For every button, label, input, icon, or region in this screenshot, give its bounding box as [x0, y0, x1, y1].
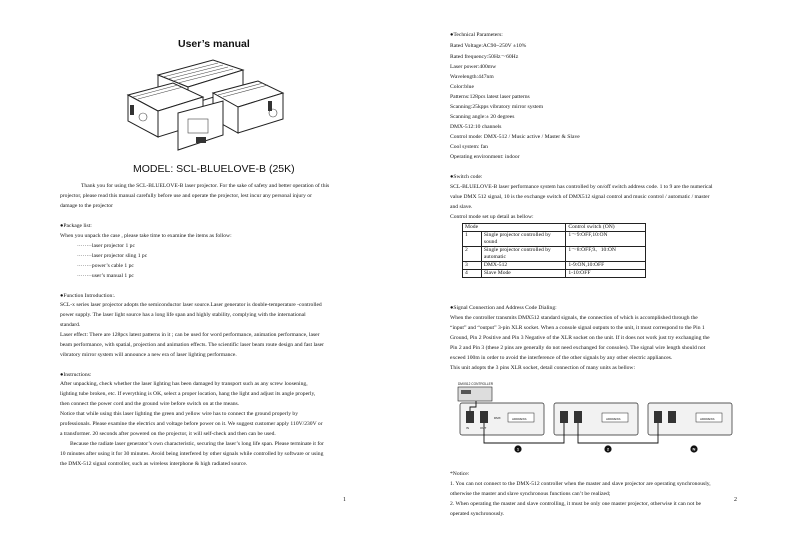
instructions-line: Notice that while using this laser lighting the green and yellow wire has to connect the ground properly by [60, 411, 298, 417]
xlr-socket-icon [480, 411, 488, 423]
table-cell: 2 [463, 247, 482, 262]
signal-line: Ground, Pin 2 Positive and Pin 3 Negative of the XLR socket on the unit. If it does not work just try exchanging the [450, 335, 710, 341]
controller-display [461, 390, 471, 394]
table-cell: 1-10:OFF [566, 270, 646, 278]
projector-illustration [118, 55, 288, 155]
package-item: ········user’s manual 1 pc [77, 273, 134, 279]
table-cell: Single projector controlled by sound [481, 232, 565, 247]
package-lead: When you unpack the case , please take time to examine the items as follow: [60, 233, 232, 239]
spec-line: Patterns:128pcs latest laser patterns [450, 94, 530, 100]
diagram-label: IN [466, 426, 469, 430]
diagram-label: ADDRESS [512, 417, 527, 421]
switch-line: SCL-BLUELOVE-B laser performance system has controlled by on/off switch address code. 1 to 9 are the numerical [450, 184, 713, 190]
page-number: 1 [343, 497, 346, 503]
notice-line: 1. You can not connect to the DMX-512 controller when the master and slave projector are operating synchronously, [450, 481, 711, 487]
table-cell: 4 [463, 270, 482, 278]
dmx-connection-diagram [456, 377, 736, 467]
diagram-label: OUT [480, 426, 487, 430]
table-cell: DMX-512 [481, 262, 565, 270]
table-cell: Single projector controlled by automatic [481, 247, 565, 262]
xlr-socket-icon [560, 411, 568, 423]
instructions-line: a transformer. 20 seconds after powered on the projector, it will self-check and then can be used. [60, 431, 276, 437]
model-heading: MODEL: SCL-BLUELOVE-B (25K) [133, 163, 295, 175]
instructions-line: then connect the power cord and the ground wire before switch on at the means. [60, 401, 240, 407]
spec-line: Rated frequency:50Hz～60Hz [450, 54, 519, 60]
diagram-label: ADDRESS [606, 417, 621, 421]
signal-line: This unit adopts the 3 pins XLR socket, detail connection of many units as bellow: [450, 365, 636, 371]
notice-line: 2. When operating the master and slave controlling, it must be only one master projector, otherwise it can not be [450, 501, 702, 507]
spec-line: Operating environment: indoor [450, 154, 520, 160]
spec-line: DMX-512:10 channels [450, 124, 502, 130]
notice-line: operated synchronously. [450, 511, 505, 517]
mode-table [462, 223, 646, 278]
page-number: 2 [734, 497, 737, 503]
switch-line: Control mode set up detail as bellow: [450, 214, 534, 220]
spec-line: Color:blue [450, 84, 474, 90]
switch-line: value DMX 512 signal, 10 is the exchange switch of DMX512 signal control and music control / automatic / master [450, 194, 710, 200]
switch-line: and slave. [450, 204, 473, 210]
function-heading: ●Function Introduction:. [60, 293, 116, 299]
spec-line: Cool system: fan [450, 144, 488, 150]
table-row [463, 247, 646, 262]
package-item: ········laser projector sling 1 pc [77, 253, 148, 259]
spec-line: Scanning:25kpps vibratory mirror system [450, 104, 544, 110]
function-line: Laser effect: There are 128pcs latest patterns in it ; can be used for word performance, animation performance, laser [60, 332, 320, 338]
package-item: ········laser projector 1 pc [77, 243, 135, 249]
table-row [463, 270, 646, 278]
diagram-label: DMX [494, 416, 501, 420]
instructions-line: After unpacking, check whether the laser lighting has been damaged by transport such as any screw loosening, [60, 381, 308, 387]
table-header: Mode [463, 224, 566, 232]
specs-heading: ●Technical Parameters: [450, 32, 503, 38]
spec-line: Laser power:400mw [450, 64, 497, 70]
signal-line: Pin 2 and Pin 3 (these 2 pins are generally do not need exchanged for consoles). The signal wire length should not [450, 345, 706, 351]
instructions-line: the DMX-512 signal controller, such as wireless interphone & high radiated source. [60, 461, 248, 467]
signal-heading: ●Signal Connection and Address Code Dialing: [450, 305, 557, 311]
intro-line: projector, please read this manual carefully before use and operate the projector, lest incur any personal injury or [60, 193, 312, 199]
step-mark-label: 2 [606, 446, 610, 452]
manual-title: User’s manual [178, 38, 250, 50]
switch-heading: ●Switch code: [450, 174, 483, 180]
xlr-socket-icon [654, 411, 662, 423]
signal-line: When the controller transmits DMX512 standard signals, the connection of which is accomplished through the [450, 315, 698, 321]
instructions-line: 10 minutes after using it for 30 minutes. Avoid being interfered by other signals while controlled by software or using [60, 451, 324, 457]
table-header-row [463, 224, 646, 232]
instructions-line: professionals. Please examine the electrics and voltage before power on it. We suggest customer apply 110V/230V or [60, 421, 323, 427]
table-cell: 1 [463, 232, 482, 247]
step-mark-label: 1 [516, 446, 520, 452]
page-right [404, 0, 808, 539]
table-row [463, 262, 646, 270]
notice-line: otherwise the master and slave synchronous functions can’t be realized; [450, 491, 611, 497]
table-cell: 1-9:ON,10:OFF [566, 262, 646, 270]
diagram-label: DMX512 CONTROLLER [458, 382, 494, 386]
step-mark-label: N [692, 446, 696, 452]
notice-heading: *Notice: [450, 471, 470, 477]
signal-line: “input” and “output” 3-pin XLR socket. When a console signal outputs to the unit, it must correspond to the Pin 1 [450, 325, 705, 331]
table-cell: 3 [463, 262, 482, 270]
xlr-socket-icon [668, 411, 676, 423]
spec-line: Scanning angle:± 20 degrees [450, 114, 515, 120]
table-cell: 1～8:OFF,9、10:ON [566, 247, 646, 262]
package-heading: ●Package list: [60, 223, 92, 229]
table-cell: Slave Mode [481, 270, 565, 278]
instructions-heading: ●Instructions: [60, 372, 92, 378]
function-line: power supply. The laser light source has a long life span and highly stability, complying with the international [60, 312, 306, 318]
intro-line: damage to the projector [60, 203, 113, 209]
package-item: ········power’s cable 1 pc [77, 263, 134, 269]
function-line: SCL-x series laser projector adopts the semiconductor laser source.Laser generator is double-temperature -controlled [60, 302, 322, 308]
diagram-label: ADDRESS [700, 417, 715, 421]
spec-line: Control mode: DMX-512 / Music active / Master & Slave [450, 134, 580, 140]
table-cell: 1～9:OFF,10:ON [566, 232, 646, 247]
intro-line: Thank you for using the SCL-BLUELOVE-B laser projector. For the sake of safety and better operation of this [81, 183, 330, 189]
instructions-line: lighting tube broken, etc. If everything is OK, select a proper location, hang the light and adjust its angle properly, [60, 391, 316, 397]
xlr-socket-icon [466, 411, 474, 423]
function-line: beam performance, with spatial, projection and animation effects. The scientific laser beam route design and fast laser [60, 342, 324, 348]
instructions-line: Because the radiate laser generator’s own characteristic, securing the laser’s long life span. Please terminate it for [70, 441, 324, 447]
table-header: Control switch (ON) [566, 224, 646, 232]
function-line: vibratory mirror system will announce a new era of laser lighting performance. [60, 352, 237, 358]
spec-line: Wavelength:447nm [450, 74, 494, 80]
signal-line: exceed 100m in order to avoid the interference of the other signals by any other electric appliances. [450, 355, 673, 361]
function-line: standard. [60, 322, 81, 328]
spec-line: Rated Voltage:AC90~250V ±10% [450, 43, 527, 49]
table-row [463, 232, 646, 247]
xlr-socket-icon [574, 411, 582, 423]
